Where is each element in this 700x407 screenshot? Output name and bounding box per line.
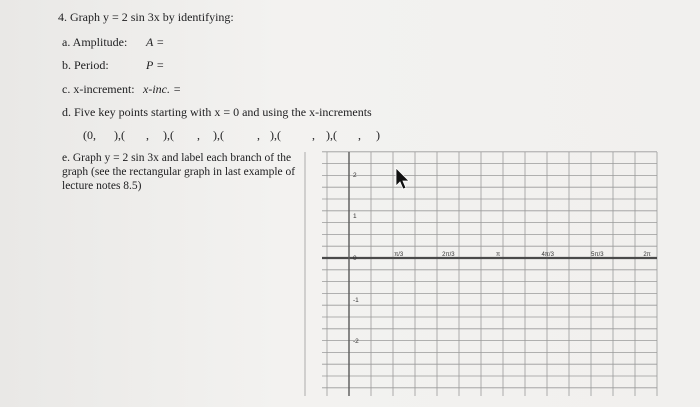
key-point-token: ),( — [114, 128, 125, 142]
x-tick-label: 4π/3 — [541, 252, 554, 258]
x-tick-label: 5π/3 — [591, 252, 604, 258]
key-point-token: ),( — [213, 128, 224, 142]
key-point-token: (0, — [83, 128, 96, 142]
cursor-arrow-icon — [396, 168, 409, 189]
key-points-label: d. Five key points starting with x = 0 and using the x-increments — [62, 105, 372, 119]
key-point-token: , — [312, 128, 315, 142]
key-point-token: , — [358, 128, 361, 142]
x-increment-label: c. x-increment: — [62, 82, 135, 96]
problem-title: 4. Graph y = 2 sin 3x by identifying: — [58, 10, 234, 24]
x-tick-label: 2π — [643, 252, 651, 258]
x-tick-label: 2π/3 — [442, 252, 455, 258]
key-point-token: ),( — [270, 128, 281, 142]
key-point-token: ),( — [326, 128, 337, 142]
y-tick-label: 0 — [353, 255, 357, 262]
period-answer: P = — [146, 58, 165, 72]
x-tick-label: π — [495, 252, 501, 258]
period-label: b. Period: — [62, 58, 109, 72]
graph-instructions-line: e. Graph y = 2 sin 3x and label each branch of the — [62, 152, 292, 164]
x-tick-label: π/3 — [394, 252, 404, 258]
key-point-token: ),( — [163, 128, 174, 142]
key-point-token: ) — [376, 128, 380, 142]
amplitude-answer: A = — [146, 35, 165, 49]
y-tick-label: 2 — [353, 172, 357, 179]
key-point-token: , — [146, 128, 149, 142]
x-increment-answer: x-inc. = — [143, 82, 182, 96]
graph-instructions-line: graph (see the rectangular graph in last example of — [62, 166, 296, 178]
y-tick-label: -2 — [353, 338, 359, 345]
graph-instructions-line: lecture notes 8.5) — [62, 180, 142, 192]
key-point-token: , — [197, 128, 200, 142]
y-tick-label: -1 — [353, 297, 359, 304]
y-tick-label: 1 — [353, 213, 357, 220]
amplitude-label: a. Amplitude: — [62, 35, 128, 49]
key-point-token: , — [257, 128, 260, 142]
